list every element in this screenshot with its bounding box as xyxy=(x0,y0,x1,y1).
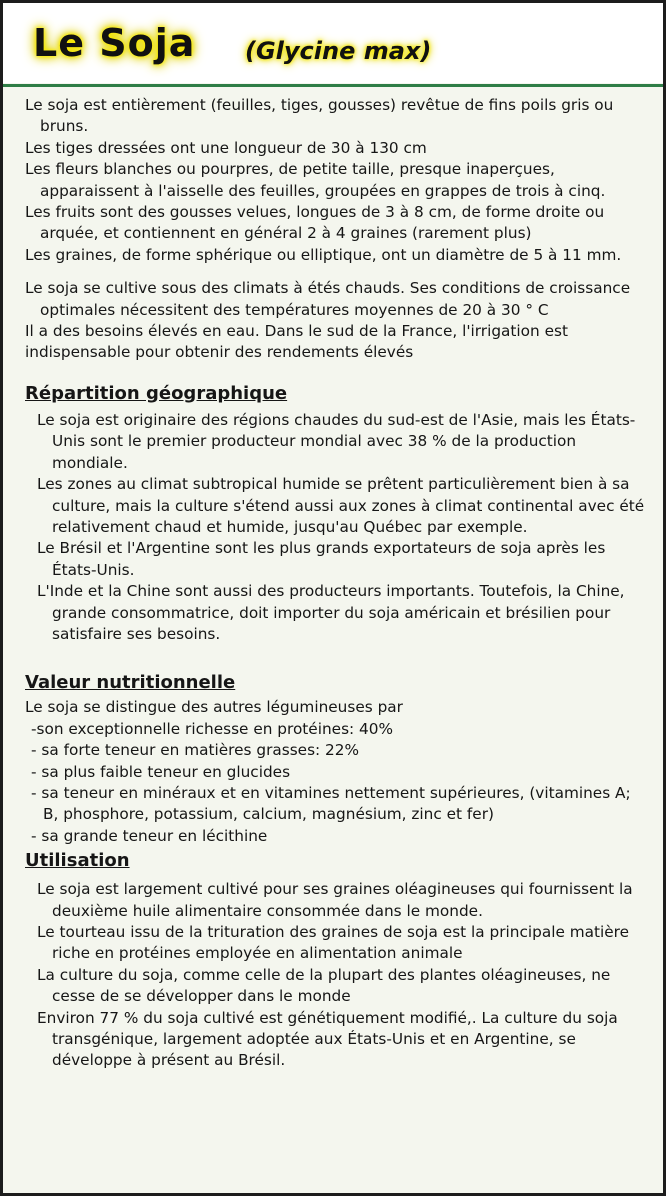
climate-paragraph: Il a des besoins élevés en eau. Dans le sud de la France, l'irrigation est indispensable pour obtenir des rendements élevés xyxy=(25,322,568,362)
intro-paragraph: Les fruits sont des gousses velues, longues de 3 à 8 cm, de forme droite ou arquée, et contiennent en général 2 à 4 graines (rarement plus) xyxy=(25,203,605,243)
usage-paragraph: Le soja est largement cultivé pour ses graines oléagineuses qui fournissent la deuxième huile alimentaire consommée dans le monde. xyxy=(37,880,633,920)
header-divider xyxy=(3,84,663,87)
main-content xyxy=(25,95,649,1072)
nutrition-list xyxy=(25,719,649,847)
intro-paragraph: Les graines, de forme sphérique ou elliptique, ont un diamètre de 5 à 11 mm. xyxy=(25,245,622,264)
geo-paragraph: Les zones au climat subtropical humide se prêtent particulièrement bien à sa culture, mais la culture s'étend aussi aux zones à climat continental avec été relativement chaud et humide, jusqu'au Québec par exemple. xyxy=(37,475,645,536)
climate-paragraph: Le soja se cultive sous des climats à étés chauds. Ses conditions de croissance optimales nécessitent des températures moyennes de 20 à 30 ° C xyxy=(25,279,631,319)
list-item: -son exceptionnelle richesse en protéines: 40% xyxy=(31,719,394,738)
usage-paragraph: Le tourteau issu de la trituration des graines de soja est la principale matière riche en protéines employée en alimentation animale xyxy=(37,923,630,963)
header xyxy=(3,3,663,83)
intro-paragraph: Les fleurs blanches ou pourpres, de petite taille, presque inaperçues, apparaissent à l'aisselle des feuilles, groupées en grappes de trois à cinq. xyxy=(25,160,606,200)
latin-name: (Glycine max) xyxy=(245,37,432,65)
usage-section xyxy=(37,879,649,1072)
list-item: - sa teneur en minéraux et en vitamines nettement supérieures, (vitamines A; B, phosphore, potassium, calcium, magnésium, zinc et fer) xyxy=(31,783,631,824)
section-heading-nutrition: Valeur nutritionnelle xyxy=(25,672,236,694)
list-item: - sa plus faible teneur en glucides xyxy=(31,762,291,781)
nutrition-intro: Le soja se distingue des autres légumineuses par xyxy=(25,698,403,717)
geo-paragraph: L'Inde et la Chine sont aussi des producteurs importants. Toutefois, la Chine, grande consommatrice, doit importer du soja américain et brésilien pour satisfaire ses besoins. xyxy=(37,582,625,643)
usage-paragraph: La culture du soja, comme celle de la plupart des plantes oléagineuses, ne cesse de se développer dans le monde xyxy=(37,965,611,1006)
intro-paragraph: Le soja est entièrement (feuilles, tiges, gousses) revêtue de fins poils gris ou bruns. xyxy=(25,96,614,136)
section-heading-usage: Utilisation xyxy=(25,850,130,872)
usage-paragraph: Environ 77 % du soja cultivé est génétiquement modifié,. La culture du soja transgénique, largement adoptée aux États-Unis et en Argentine, se développe à présent au Brésil. xyxy=(37,1008,618,1070)
page-title: Le Soja xyxy=(33,21,196,65)
geo-section xyxy=(37,410,649,645)
list-item: - sa grande teneur en lécithine xyxy=(31,826,268,845)
section-heading-geo: Répartition géographique xyxy=(25,382,288,404)
geo-paragraph: Le soja est originaire des régions chaudes du sud-est de l'Asie, mais les États-Unis sont le premier producteur mondial avec 38 % de la production mondiale. xyxy=(37,410,636,472)
geo-paragraph: Le Brésil et l'Argentine sont les plus grands exportateurs de soja après les États-Unis. xyxy=(37,539,606,579)
intro-paragraph: Les tiges dressées ont une longueur de 30 à 130 cm xyxy=(25,138,427,157)
list-item: - sa forte teneur en matières grasses: 22% xyxy=(31,741,360,760)
